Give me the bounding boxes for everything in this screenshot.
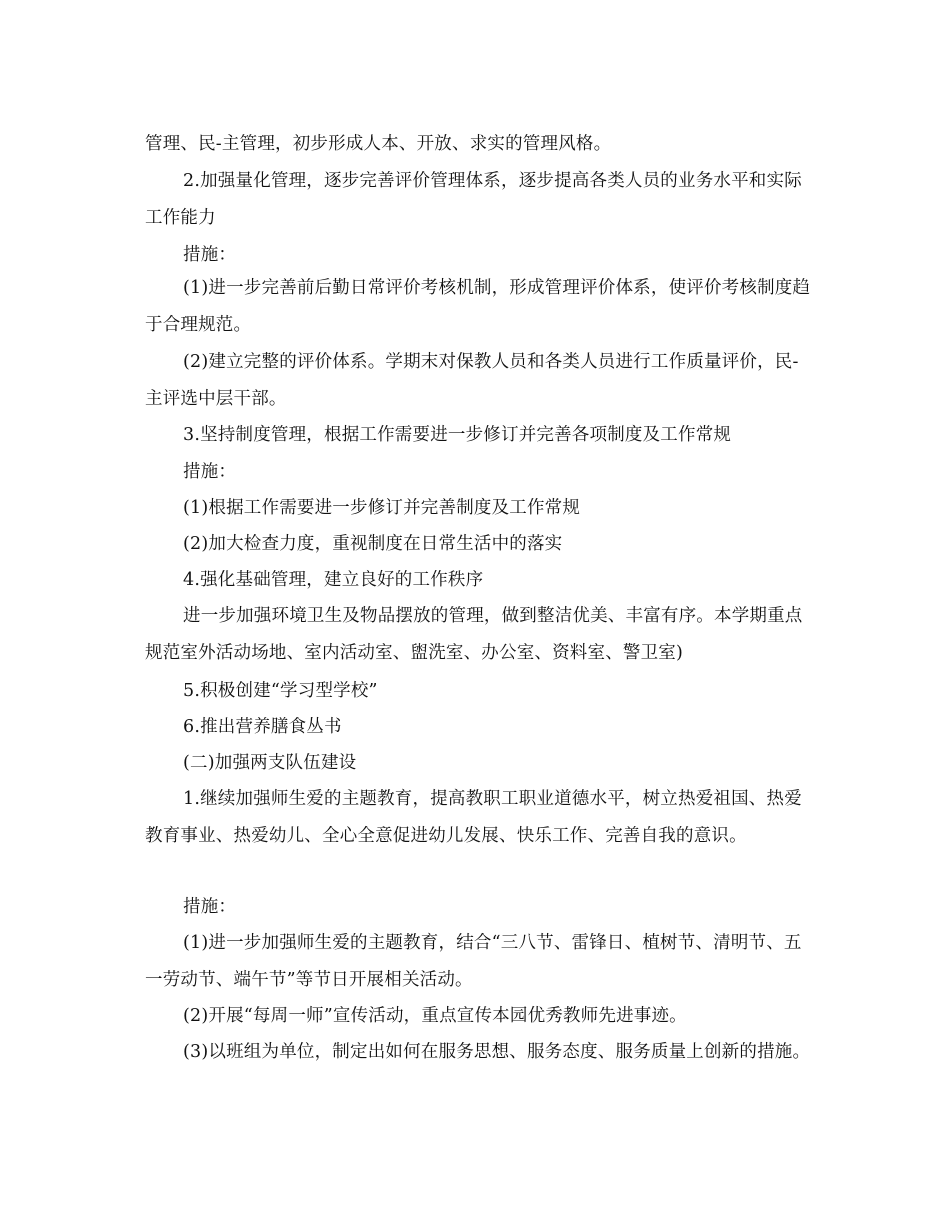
paragraph-14: (二)加强两支队伍建设 — [183, 753, 357, 773]
paragraph-13: 6.推出营养膳食丛书 — [183, 717, 342, 737]
paragraph-18: (2)开展“每周一师”宣传活动，重点宣传本园优秀教师先进事迹。 — [183, 1006, 687, 1026]
paragraph-4: (1)进一步完善前后勤日常评价考核机制，形成管理评价体系，使评价考核制度趋于合理规范。 — [145, 278, 811, 335]
paragraph-6: 3.坚持制度管理，根据工作需要进一步修订并完善各项制度及工作常规 — [183, 425, 732, 445]
paragraph-5: (2)建立完整的评价体系。学期末对保教人员和各类人员进行工作质量评价，民-主评选中层干部。 — [145, 352, 799, 409]
paragraph-10: 4.强化基础管理，建立良好的工作秩序 — [183, 570, 484, 590]
paragraph-11: 进一步加强环境卫生及物品摆放的管理，做到整洁优美、丰富有序。本学期重点规范室外活动场地、室内活动室、盥洗室、办公室、资料室、警卫室) — [145, 606, 803, 663]
paragraph-15: 1.继续加强师生爱的主题教育，提高教职工职业道德水平，树立热爱祖国、热爱教育事业、热爱幼儿、全心全意促进幼儿发展、快乐工作、完善自我的意识。 — [145, 789, 802, 846]
paragraph-2: 2.加强量化管理，逐步完善评价管理体系，逐步提高各类人员的业务水平和实际工作能力 — [145, 171, 802, 228]
paragraph-8: (1)根据工作需要进一步修订并完善制度及工作常规 — [183, 498, 581, 518]
paragraph-7: 措施： — [183, 462, 237, 482]
paragraph-16: 措施： — [183, 897, 237, 917]
paragraph-3: 措施： — [183, 245, 237, 265]
paragraph-12: 5.积极创建“学习型学校” — [183, 681, 378, 701]
paragraph-9: (2)加大检查力度，重视制度在日常生活中的落实 — [183, 534, 563, 554]
paragraph-1: 管理、民-主管理，初步形成人本、开放、求实的管理风格。 — [145, 134, 612, 154]
paragraph-17: (1)进一步加强师生爱的主题教育，结合“三八节、雷锋日、植树节、清明节、五一劳动节、端午节”等节日开展相关活动。 — [145, 933, 802, 990]
paragraph-19: (3)以班组为单位，制定出如何在服务思想、服务态度、服务质量上创新的措施。 — [183, 1042, 811, 1062]
